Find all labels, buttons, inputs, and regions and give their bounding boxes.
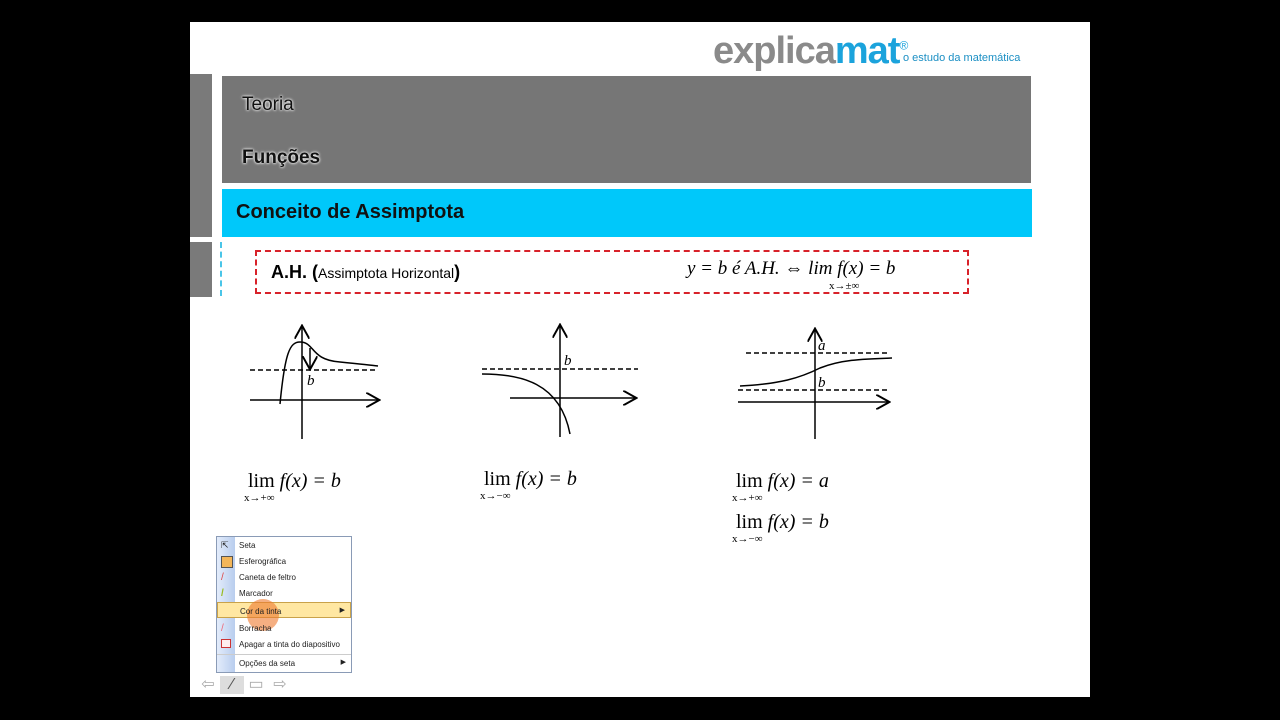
definition-formula: y = b é A.H. ⇔ lim f(x) = b x→±∞ [687,258,896,292]
erase-slide-icon [221,639,231,648]
previous-arrow-icon[interactable]: ⇦ [201,676,215,693]
limit-expression: lim f(x) = b x→−∞ [480,468,577,502]
graph-label: a [818,338,826,354]
header-box [222,76,1031,183]
ballpoint-pen-icon [221,556,233,568]
arrow-pointer-icon: ⇱ [221,540,229,550]
left-bar [190,242,212,297]
submenu-arrow-icon: ▶ [339,607,345,614]
graph-label: b [307,373,315,389]
menu-item-caneta-de-feltro[interactable]: / Caneta de feltro [221,572,296,583]
divider [220,242,222,296]
menu-item-esferografica[interactable]: Esferográfica [217,553,351,569]
explicamat-logo [713,30,907,73]
highlighter-icon: / [221,588,224,599]
limit-expression: lim f(x) = a x→+∞ [732,470,829,504]
asymptote-graphs [190,312,1090,452]
definition-label: A.H. (Assimptota Horizontal) [271,262,461,282]
graph-3 [738,330,892,439]
eraser-icon: / [221,623,224,634]
slide-menu-icon[interactable]: ▭ [248,676,264,693]
menu-item-marcador[interactable]: / Marcador [221,588,273,599]
limit-expression: lim f(x) = b x→+∞ [244,470,341,504]
definition-name: Assimptota Horizontal [318,265,455,281]
graph-2 [482,326,638,437]
menu-item-seta[interactable]: ⇱ Seta [221,540,256,550]
slideshow-toolbar [196,674,292,694]
left-bar [190,74,212,237]
felt-pen-icon: / [221,572,224,583]
next-arrow-icon[interactable]: ⇨ [273,676,287,693]
menu-item-opcoes-da-seta[interactable]: Opções da seta ▶ [217,654,351,671]
slide-title: Conceito de Assimptota [236,201,465,223]
definition-box [255,250,969,294]
menu-item-cor-da-tinta[interactable]: Cor da tinta ▶ [217,602,351,618]
menu-item-borracha[interactable]: / Borracha [221,623,272,634]
formula-subscript: x→±∞ [829,280,860,292]
logo-tagline: o estudo da matemática [903,52,1021,64]
graph-label: b [818,375,826,391]
logo-text: explica [713,30,835,72]
logo-text-mat: mat [834,30,900,72]
topic-label: Funções [242,147,321,168]
pen-context-menu [216,536,352,673]
pen-icon[interactable]: ∕ [220,676,244,694]
menu-item-apagar-tinta[interactable]: Apagar a tinta do diapositivo [217,636,351,652]
logo-reg: ® [899,38,908,53]
section-label: Teoria [242,94,294,115]
slide [190,22,1090,697]
submenu-arrow-icon: ▶ [340,659,346,666]
limit-expression: lim f(x) = b x→−∞ [732,511,829,545]
graph-label: b [564,353,572,369]
title-bar [222,189,1032,237]
